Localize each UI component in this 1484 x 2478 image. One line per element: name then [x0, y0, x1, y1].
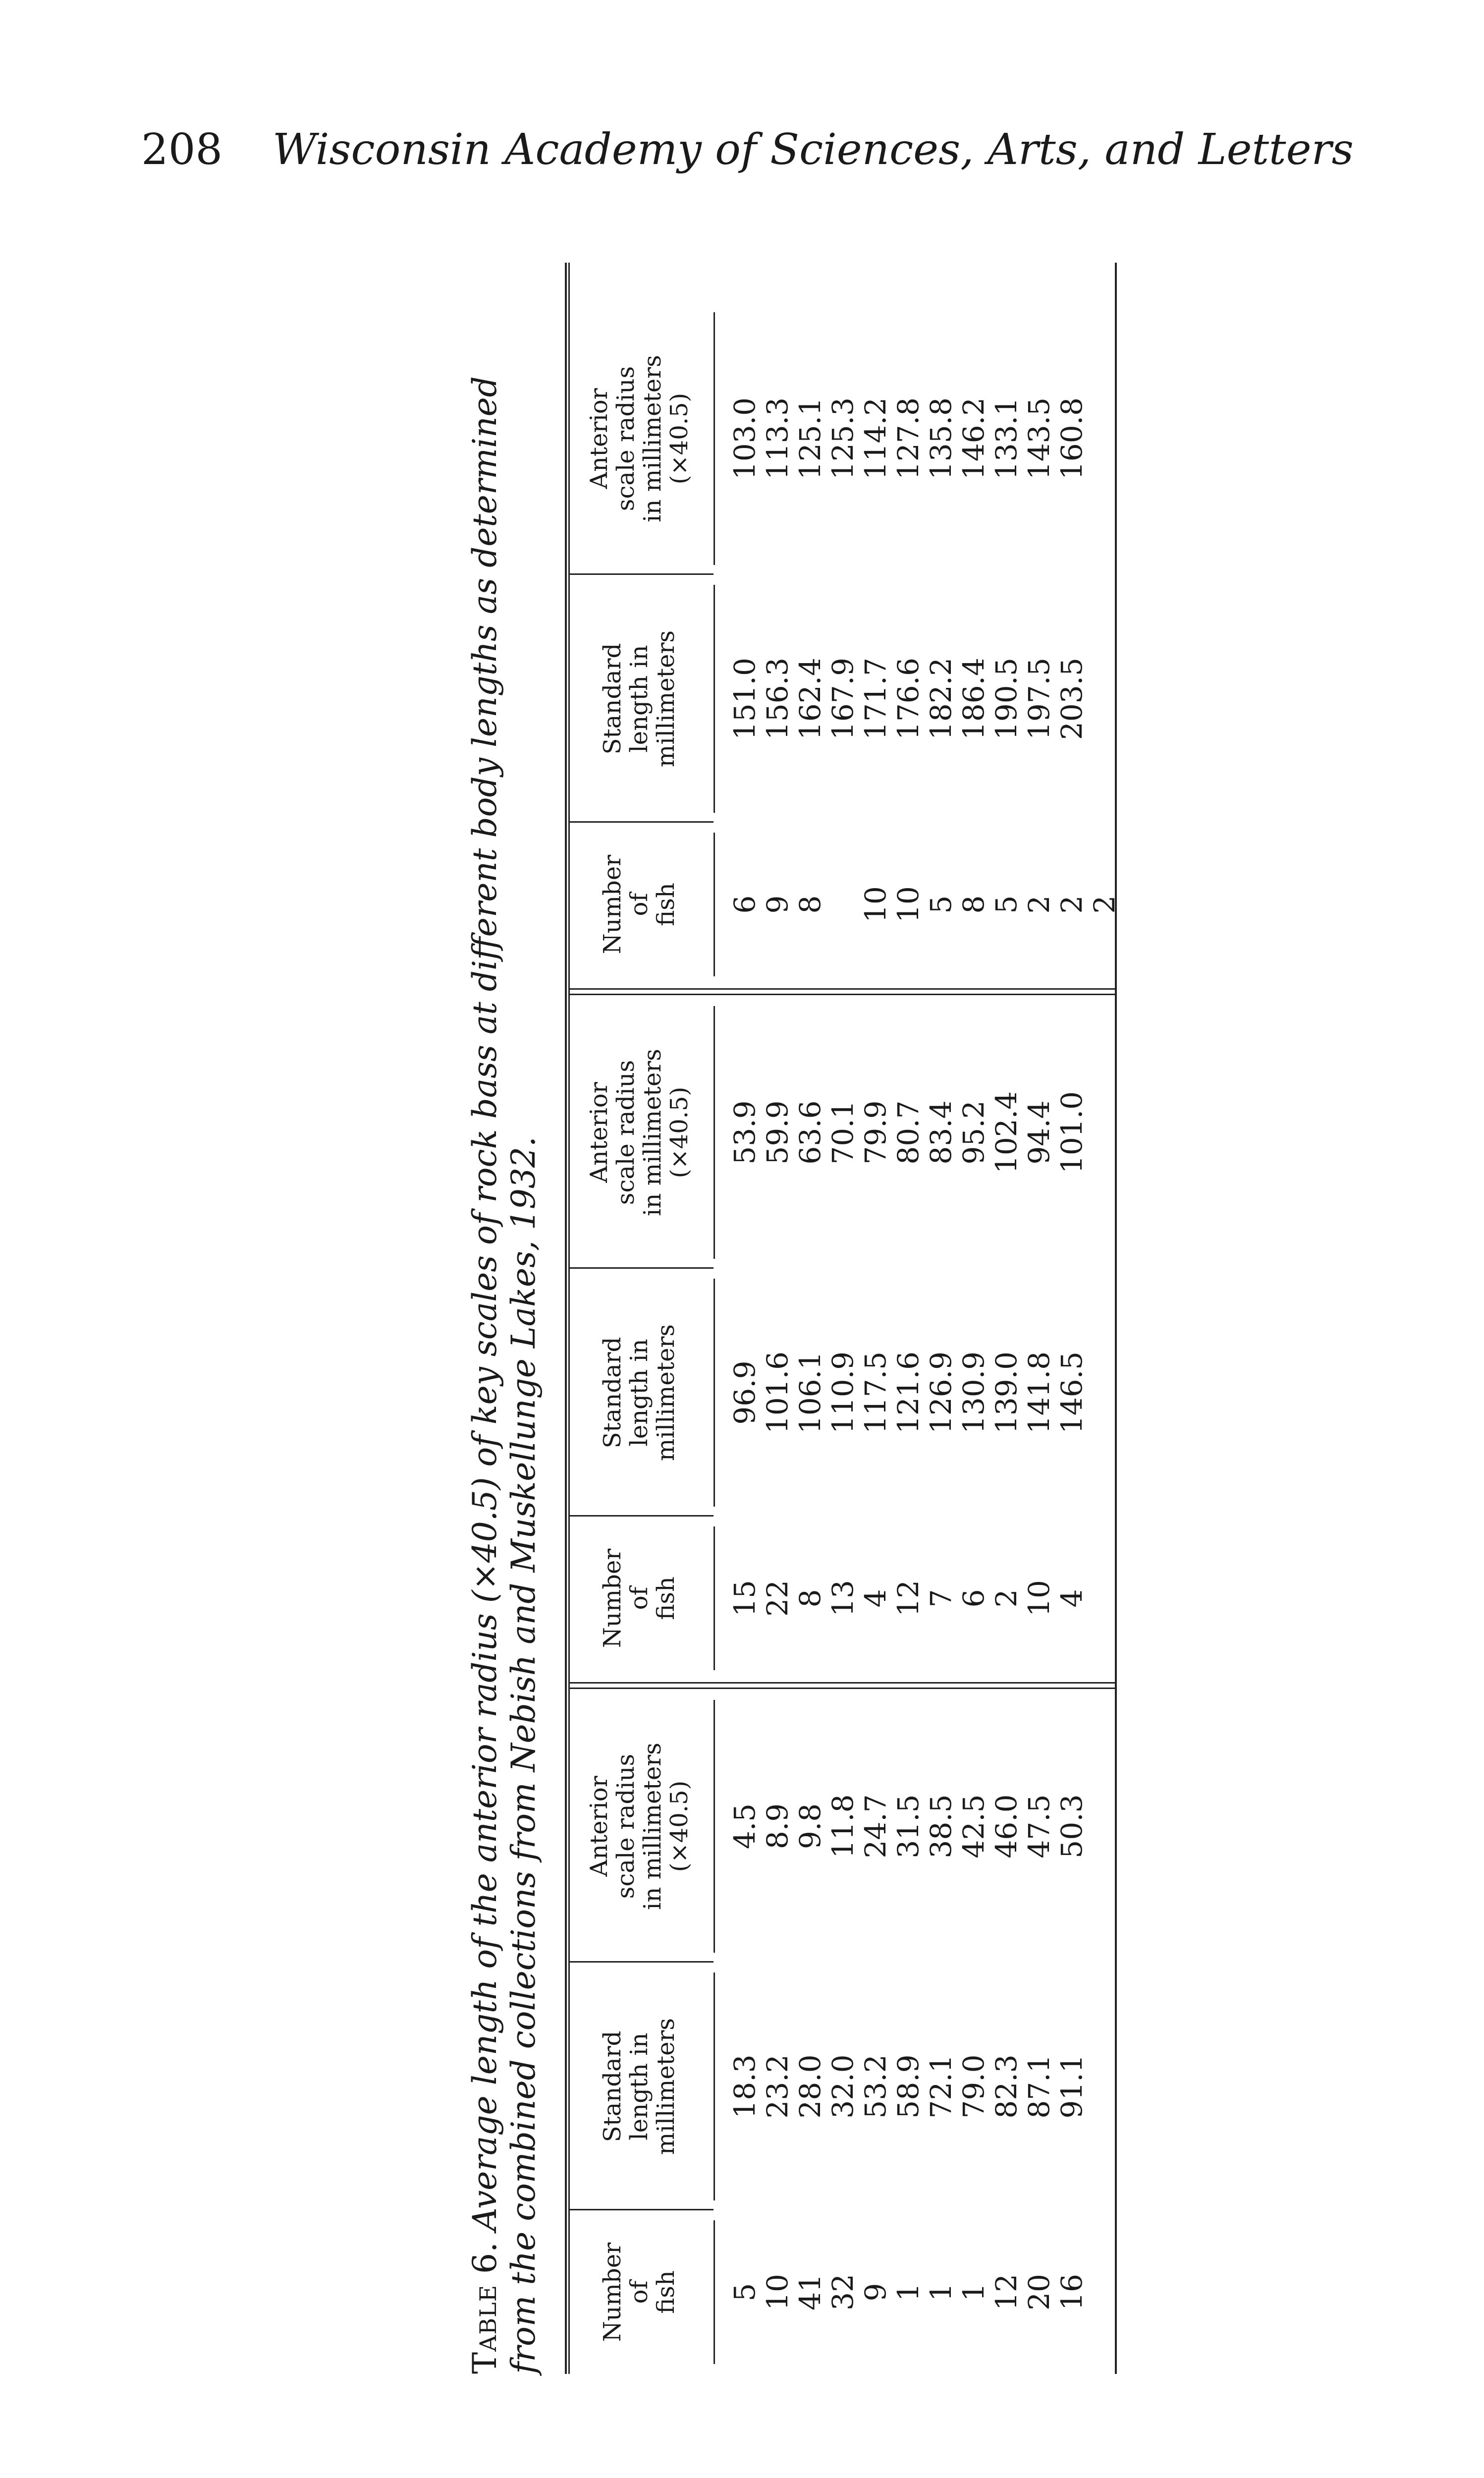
column-header: Number of fish	[599, 854, 680, 955]
table-cell: 117.5	[859, 1351, 892, 1434]
column-header: Standard length in millimeters	[599, 1324, 680, 1462]
table-cell: 156.3	[761, 657, 794, 740]
caption-label: Table 6.	[466, 2241, 504, 2374]
table-cell: 87.1	[1022, 2054, 1056, 2119]
table-cell: 146.5	[1055, 1351, 1089, 1434]
table-cell: 20	[1022, 2274, 1056, 2310]
table-cell: 101.6	[761, 1351, 794, 1434]
table-cell: 12	[891, 1580, 925, 1617]
table-cell: 13	[826, 1580, 860, 1617]
table-cell: 1	[957, 2283, 990, 2302]
table-cell: 9	[859, 2283, 892, 2302]
header-rule	[714, 585, 715, 813]
table-cell: 42.5	[957, 1794, 990, 1858]
table-cell: 4.5	[728, 1803, 762, 1850]
header-divider	[570, 1267, 714, 1269]
table-cell: 83.4	[924, 1100, 958, 1165]
table-cell: 113.3	[761, 397, 794, 480]
column-standard-length	[570, 575, 1115, 823]
table-cell: 126.9	[924, 1351, 958, 1434]
table-cell: 1	[924, 2283, 958, 2302]
table-cell: 121.6	[891, 1351, 925, 1434]
table-cell: 8	[957, 895, 990, 914]
table-cell: 32	[826, 2274, 860, 2310]
table-cell: 7	[924, 1589, 958, 1608]
header-rule	[714, 1279, 715, 1507]
table-cell: 186.4	[957, 657, 990, 740]
column-standard-length	[570, 1269, 1115, 1517]
table-cell: 79.9	[859, 1100, 892, 1165]
caption-line-1	[466, 263, 504, 2374]
table-cell: 32.0	[826, 2054, 860, 2119]
table-cell: 1	[891, 2283, 925, 2302]
table-cell: 2	[1088, 895, 1121, 914]
table-cell: 53.2	[859, 2054, 892, 2119]
header-rule	[714, 1526, 715, 1670]
rotated-table-block	[466, 263, 1145, 2374]
column-header: Number of fish	[599, 2242, 680, 2342]
group-divider	[570, 1682, 1115, 1689]
table-cell: 2	[989, 1589, 1023, 1608]
column-cells	[728, 823, 1121, 986]
table-cell: 197.5	[1022, 657, 1056, 740]
table-cell: 9.8	[793, 1803, 827, 1850]
table-cell: 176.6	[891, 657, 925, 740]
page-number: 208	[141, 125, 223, 174]
table-cell: 127.8	[891, 397, 925, 480]
table-cell: 23.2	[761, 2054, 794, 2119]
table-cell: 15	[728, 1580, 762, 1617]
table-cell: 190.5	[989, 657, 1023, 740]
column-header: Standard length in millimeters	[599, 2018, 680, 2155]
column-header: Anterior scale radius in millimeters (×40.5)	[585, 355, 693, 522]
table-cell: 8	[793, 895, 827, 914]
header-divider	[570, 1961, 714, 1963]
table-cell: 4	[859, 1589, 892, 1608]
table-cell: 167.9	[826, 657, 860, 740]
table-cell: 95.2	[957, 1100, 990, 1165]
column-anterior-radius	[570, 996, 1115, 1269]
column-number-of-fish	[570, 1517, 1115, 1680]
table-cell: 146.2	[957, 397, 990, 480]
table-cell: 143.5	[1022, 397, 1056, 480]
table-cell: 72.1	[924, 2054, 958, 2119]
header-divider	[570, 821, 714, 823]
table-cell: 151.0	[728, 657, 762, 740]
table-cell: 79.0	[957, 2054, 990, 2119]
column-cells	[728, 575, 1088, 823]
table-cell: 82.3	[989, 2054, 1023, 2119]
table-cell: 63.6	[793, 1100, 827, 1165]
table-cell	[826, 823, 859, 986]
table-cell: 91.1	[1055, 2054, 1089, 2119]
table-cell: 59.9	[761, 1100, 794, 1165]
table-cell: 70.1	[826, 1100, 860, 1165]
table-cell: 38.5	[924, 1794, 958, 1858]
table-cell: 133.1	[989, 397, 1023, 480]
table-cell: 6	[728, 895, 762, 914]
table-cell: 16	[1055, 2274, 1089, 2310]
header-divider	[570, 573, 714, 575]
header-rule	[714, 833, 715, 976]
table-cell: 5	[924, 895, 958, 914]
column-header: Anterior scale radius in millimeters (×40.5)	[585, 1743, 693, 1910]
table-top-rule	[565, 263, 570, 2374]
table-group-2	[570, 996, 1115, 1680]
table-cell: 9	[761, 895, 794, 914]
table-cell: 4	[1055, 1589, 1089, 1608]
table-cell: 141.8	[1022, 1351, 1056, 1434]
table-cell: 10	[859, 886, 892, 923]
table-cell: 24.7	[859, 1794, 892, 1858]
table-cell: 50.3	[1055, 1794, 1089, 1858]
table-bottom-rule	[1115, 263, 1117, 2374]
header-divider	[570, 2209, 714, 2210]
table-cell: 114.2	[859, 397, 892, 480]
table-group-1	[570, 1690, 1115, 2374]
header-rule	[714, 1972, 715, 2200]
table-cell: 162.4	[793, 657, 827, 740]
table-cell: 10	[1022, 1580, 1056, 1617]
column-cells	[728, 2210, 1088, 2374]
page-header	[141, 115, 1360, 184]
table-cell: 106.1	[793, 1351, 827, 1434]
header-rule	[714, 1700, 715, 1953]
table-cell: 12	[989, 2274, 1023, 2310]
table-cell: 110.9	[826, 1351, 860, 1434]
table-cell: 8.9	[761, 1803, 794, 1850]
column-standard-length	[570, 1963, 1115, 2210]
table-caption	[466, 263, 545, 2374]
caption-text-1: Average length of the anterior radius (×40.5) of key scales of rock bass at different body lengths as determined	[466, 376, 504, 2231]
table-cell: 31.5	[891, 1794, 925, 1858]
table-cell: 47.5	[1022, 1794, 1056, 1858]
column-anterior-radius	[570, 1690, 1115, 1963]
table-cell: 135.8	[924, 397, 958, 480]
header-rule	[714, 312, 715, 565]
table-cell: 80.7	[891, 1100, 925, 1165]
column-cells	[728, 302, 1088, 575]
group-divider	[570, 988, 1115, 995]
table-cell: 28.0	[793, 2054, 827, 2119]
table-cell: 94.4	[1022, 1100, 1056, 1165]
column-header: Number of fish	[599, 1548, 680, 1648]
table-group-3	[570, 302, 1121, 986]
column-cells	[728, 1517, 1088, 1680]
table-cell: 103.0	[728, 397, 762, 480]
table-cell: 6	[957, 1589, 990, 1608]
table-cell: 125.3	[826, 397, 860, 480]
header-divider	[570, 1515, 714, 1517]
column-cells	[728, 996, 1088, 1269]
column-cells	[728, 1690, 1088, 1963]
table-cell: 5	[728, 2283, 762, 2302]
column-header: Anterior scale radius in millimeters (×40.5)	[585, 1049, 693, 1216]
table-cell: 10	[761, 2274, 794, 2310]
table-cell: 139.0	[989, 1351, 1023, 1434]
journal-title: Wisconsin Academy of Sciences, Arts, and Letters	[273, 125, 1354, 174]
table-cell: 130.9	[957, 1351, 990, 1434]
table-cell: 182.2	[924, 657, 958, 740]
column-cells	[728, 1963, 1088, 2210]
column-header: Standard length in millimeters	[599, 630, 680, 768]
table-cell: 10	[891, 886, 925, 923]
column-number-of-fish	[570, 823, 1121, 986]
table-cell: 102.4	[989, 1091, 1023, 1174]
column-cells	[728, 1269, 1088, 1517]
table-cell: 96.9	[728, 1360, 762, 1425]
column-anterior-radius	[570, 302, 1115, 575]
table-cell: 2	[1055, 895, 1089, 914]
column-number-of-fish	[570, 2210, 1115, 2374]
header-rule	[714, 2220, 715, 2364]
header-rule	[714, 1006, 715, 1259]
table-cell: 171.7	[859, 657, 892, 740]
table-cell: 18.3	[728, 2054, 762, 2119]
table-cell: 203.5	[1055, 657, 1089, 740]
table-cell: 101.0	[1055, 1091, 1089, 1174]
table-cell: 160.8	[1055, 397, 1089, 480]
table-cell: 22	[761, 1580, 794, 1617]
data-table	[545, 263, 1125, 2374]
table-cell: 58.9	[891, 2054, 925, 2119]
table-cell: 2	[1022, 895, 1056, 914]
table-cell: 11.8	[826, 1794, 860, 1858]
caption-line-2: from the combined collections from Nebish and Muskellunge Lakes, 1932.	[504, 1136, 543, 2374]
table-cell: 8	[793, 1589, 827, 1608]
table-cell: 5	[989, 895, 1023, 914]
table-cell: 53.9	[728, 1100, 762, 1165]
table-cell: 41	[793, 2274, 827, 2310]
table-cell: 46.0	[989, 1794, 1023, 1858]
table-cell: 125.1	[793, 397, 827, 480]
